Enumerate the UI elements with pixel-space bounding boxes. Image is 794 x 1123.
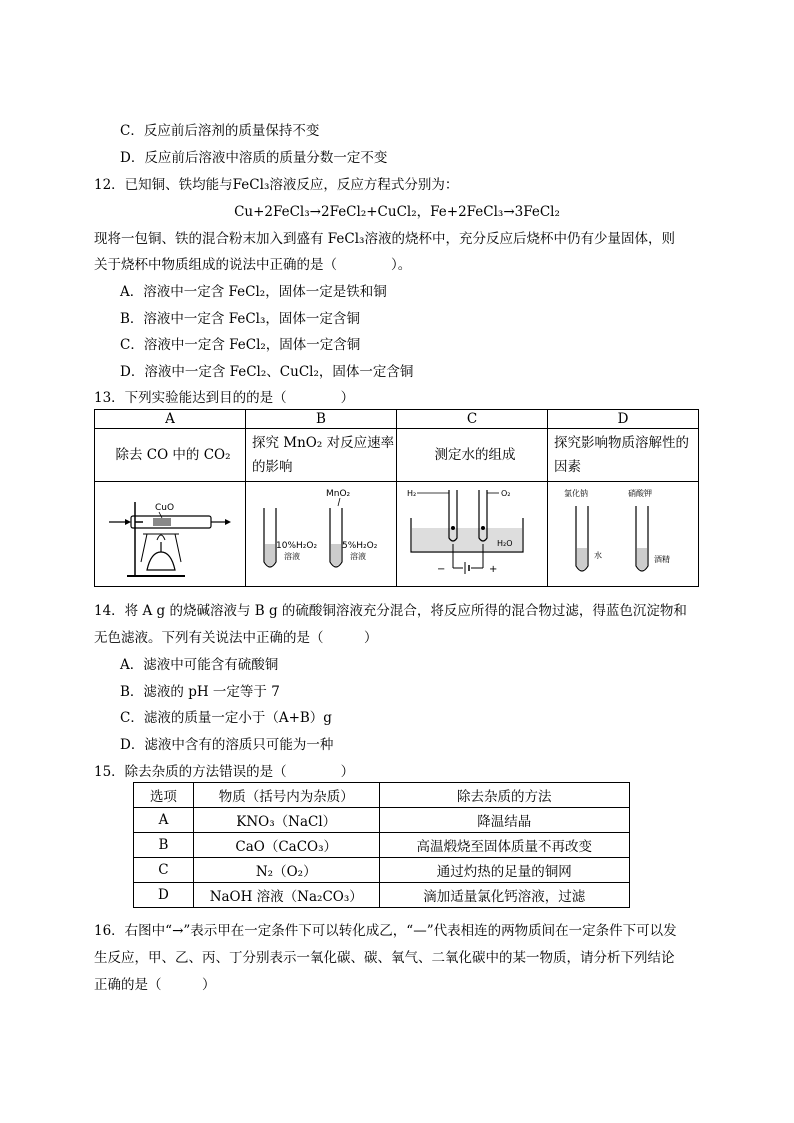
q13-desc-d: 探究影响物质溶解性的因素 (548, 429, 699, 482)
q13-header-c: C (397, 410, 548, 429)
co-reduction-apparatus-icon (95, 482, 245, 582)
solution-label-left: 溶液 (284, 552, 300, 561)
q12-option-a: A．溶液中一定含 FeCl₂，固体一定是铁和铜 (120, 284, 387, 300)
kno3-label: 硝酸钾 (628, 489, 652, 498)
nacl-label: 氯化钠 (564, 489, 588, 498)
q11-option-d: D．反应前后溶液中溶质的质量分数一定不变 (120, 150, 388, 166)
h2o2-10-label: 10%H₂O₂ (276, 541, 318, 551)
q12-option-c: C．溶液中一定含 FeCl₂，固体一定含铜 (120, 337, 361, 353)
q15-cell-option: A (134, 808, 194, 833)
q12-stem-cont: 现将一包铜、铁的混合粉末加入到盛有 FeCl₃溶液的烧杯中，充分反应后烧杯中仍有少量固体，则 (94, 231, 675, 247)
q15-cell-method: 滴加适量氯化钙溶液，过滤 (379, 883, 629, 908)
solution-label-right: 溶液 (350, 552, 366, 561)
q13-header-a: A (95, 410, 246, 429)
cuo-label: CuO (155, 503, 175, 513)
plus-label: + (489, 564, 498, 575)
q14-option-a: A．滤液中可能含有硫酸铜 (120, 657, 279, 673)
q12-option-b: B．溶液中一定含 FeCl₃，固体一定含铜 (120, 311, 360, 327)
alcohol-label: 酒精 (654, 555, 670, 564)
table-row (134, 833, 630, 858)
q16-stem-cont: 生反应，甲、乙、丙、丁分别表示一氧化碳、碳、氧气、二氧化碳中的某一物质，请分析下列结论 (94, 950, 675, 966)
solubility-test-tubes-icon (548, 482, 698, 582)
q15-cell-substance: CaO（CaCO₃） (193, 833, 379, 858)
q15-header-method: 除去杂质的方法 (379, 783, 629, 808)
q15-cell-substance: N₂（O₂） (193, 858, 379, 883)
h2o2-5-label: 5%H₂O₂ (342, 541, 378, 551)
q13-stem: 13．下列实验能达到目的的是（ ） (94, 390, 355, 406)
q13-table (94, 409, 699, 587)
table-row (134, 808, 630, 833)
test-tubes-mno2-icon (246, 482, 396, 582)
q15-cell-substance: KNO₃（NaCl） (193, 808, 379, 833)
q13-header-b: B (246, 410, 397, 429)
q12-stem: 12．已知铜、铁均能与FeCl₃溶液反应，反应方程式分别为： (94, 177, 459, 193)
q13-desc-a: 除去 CO 中的 CO₂ (95, 429, 246, 482)
q12-stem-cont-2: 关于烧杯中物质组成的说法中正确的是（ ）。 (94, 257, 412, 273)
q14-stem: 14．将 A g 的烧碱溶液与 B g 的硫酸铜溶液充分混合，将反应所得的混合物过滤，得蓝色沉淀物和 (94, 603, 687, 619)
q14-stem-cont: 无色滤液。下列有关说法中正确的是（ ） (94, 630, 378, 646)
q15-cell-method: 高温煅烧至固体质量不再改变 (379, 833, 629, 858)
water-label: 水 (594, 551, 602, 560)
q13-figure-b (246, 482, 397, 587)
electrolysis-apparatus-icon (397, 482, 547, 582)
q13-figure-a (95, 482, 246, 587)
q16-stem: 16．右图中“→”表示甲在一定条件下可以转化成乙，“—”代表相连的两物质间在一定条件下可以发 (94, 923, 677, 939)
o2-label: O₂ (501, 489, 511, 498)
minus-label: − (437, 564, 446, 575)
q15-cell-option: B (134, 833, 194, 858)
table-row (134, 858, 630, 883)
q15-header-option: 选项 (134, 783, 194, 808)
q15-stem: 15．除去杂质的方法错误的是（ ） (94, 764, 355, 780)
q15-cell-option: D (134, 883, 194, 908)
q14-option-c: C．滤液的质量一定小于（A+B）g (120, 710, 332, 726)
q13-figure-d (548, 482, 699, 587)
q12-option-d: D．溶液中一定含 FeCl₂、CuCl₂，固体一定含铜 (120, 364, 414, 380)
q13-figure-c (397, 482, 548, 587)
q15-cell-option: C (134, 858, 194, 883)
q16-stem-cont-2: 正确的是（ ） (94, 977, 216, 993)
q13-desc-c: 测定水的组成 (397, 429, 548, 482)
q11-option-c: C．反应前后溶剂的质量保持不变 (120, 123, 320, 139)
q13-desc-b: 探究 MnO₂ 对反应速率的影响 (246, 429, 397, 482)
h2-label: H₂ (407, 489, 417, 498)
mno2-label: MnO₂ (326, 489, 351, 499)
q14-option-d: D．滤液中含有的溶质只可能为一种 (120, 737, 334, 753)
q15-header-substance: 物质（括号内为杂质） (193, 783, 379, 808)
q15-cell-method: 通过灼热的足量的铜网 (379, 858, 629, 883)
q14-option-b: B．滤液的 pH 一定等于 7 (120, 684, 280, 700)
q15-cell-method: 降温结晶 (379, 808, 629, 833)
q15-cell-substance: NaOH 溶液（Na₂CO₃） (193, 883, 379, 908)
table-row (134, 883, 630, 908)
q12-equation: Cu+2FeCl₃→2FeCl₂+CuCl₂，Fe+2FeCl₃→3FeCl₂ (234, 204, 560, 220)
h2o-label: H₂O (497, 539, 513, 548)
q15-table (133, 782, 630, 908)
q13-header-d: D (548, 410, 699, 429)
